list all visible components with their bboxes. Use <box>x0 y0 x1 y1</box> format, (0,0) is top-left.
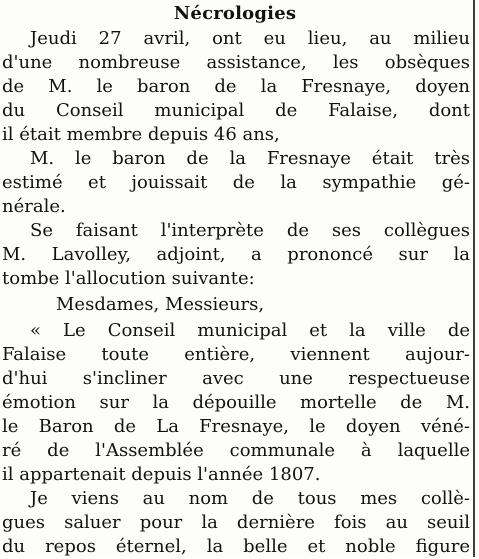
article-line: il appartenait depuis l'année 1807. <box>2 464 321 485</box>
column-rule <box>473 0 475 557</box>
article-line: M. le baron de la Fresnaye était très <box>30 148 470 169</box>
article-line: gues saluer pour la dernière fois au seuil <box>2 512 470 533</box>
article-line: émotion sur la dépouille mortelle de M. <box>2 392 470 413</box>
article-line: du repos éternel, la belle et noble figure <box>2 536 470 557</box>
article-line: tombe l'allocution suivante: <box>2 268 255 289</box>
article-line: d'une nombreuse assistance, les obsèques <box>2 52 470 73</box>
article-line: de M. le baron de la Fresnaye, doyen <box>2 76 470 97</box>
article-title: Nécrologies <box>173 3 297 24</box>
article-line: ré de l'Assemblée communale à laquelle <box>2 440 470 461</box>
article-line: estimé et jouissait de la sympathie gé- <box>2 172 470 193</box>
article-line: il était membre depuis 46 ans, <box>2 124 280 145</box>
article-line: d'hui s'incliner avec une respectueuse <box>2 368 470 389</box>
article-line: Se faisant l'interprète de ses collègues <box>30 220 470 241</box>
article-line: Jeudi 27 avril, ont eu lieu, au milieu <box>30 28 470 49</box>
article-line: « Le Conseil municipal et la ville de <box>30 320 470 341</box>
article-line: M. Lavolley, adjoint, a prononcé sur la <box>2 244 470 265</box>
article-line: Je viens au nom de tous mes collè- <box>30 488 470 509</box>
article-body <box>2 27 470 559</box>
article-line: Falaise toute entière, viennent aujour- <box>2 344 470 365</box>
article-line: nérale. <box>2 196 66 217</box>
article-line: le Baron de La Fresnaye, le doyen véné- <box>2 416 470 437</box>
article-line: du Conseil municipal de Falaise, dont <box>2 100 470 121</box>
article-line: Mesdames, Messieurs, <box>56 294 265 315</box>
